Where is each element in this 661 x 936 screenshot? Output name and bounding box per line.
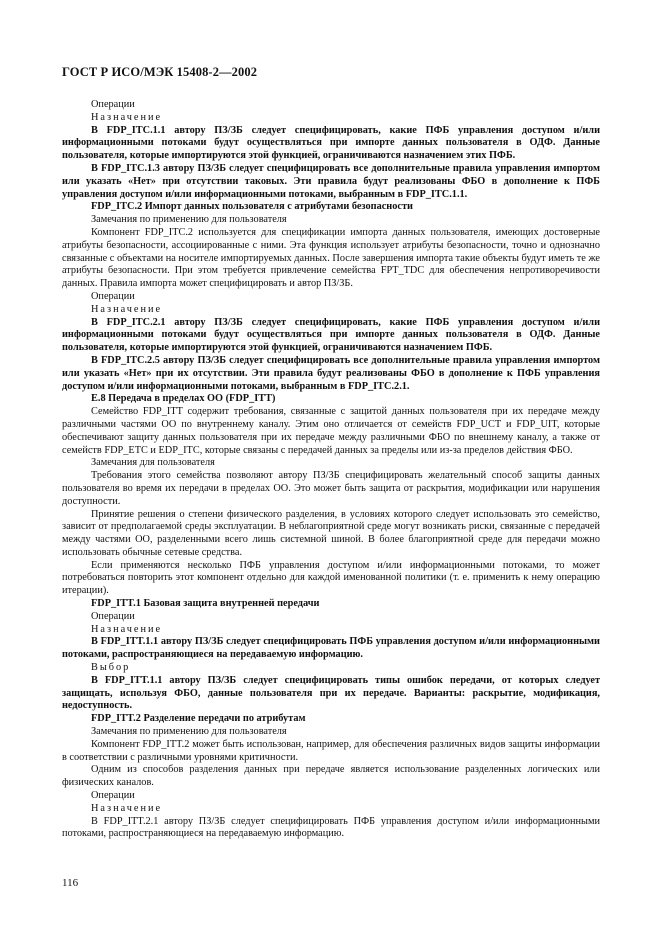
paragraph: Семейство FDP_ITT содержит требования, связанные с защитой данных пользователя при их передаче между различными частями ОО по внутреннему каналу. Этим оно отличается от семейств FDP_UCT и FDP_UIT, которые обеспечивают защиту данных пользователя при их передаче между различными ФБО по внешнему каналу, а также от семейств FDP_ETC и EDP_ITC, которые связаны с передачей данных за пределы или из-за пределов действия ФБО. xyxy=(62,406,600,456)
page-number: 116 xyxy=(62,877,79,889)
paragraph: Принятие решения о степени физического разделения, в условиях которого следует использовать это семейство, зависит от предполагаемой среды эксплуатации. В неблагоприятной среде могут возникать риски, связанные с передачей между частями ОО, разделенными всего лишь системной шиной. В более благоприятной среде для передачи можно использовать обычные сетевые средства. xyxy=(62,508,600,558)
paragraph: Если применяются несколько ПФБ управления доступом и/или информационными потоками, то может потребоваться повторить этот компонент отдельно для каждой именованной политики (т. е. применить к нему операцию итерации). xyxy=(62,559,600,597)
paragraph: Одним из способов разделения данных при передаче является использование разделенных логических или физических каналов. xyxy=(62,764,600,789)
paragraph: Выбор xyxy=(91,662,131,674)
paragraph: Замечания по применению для пользователя xyxy=(91,726,287,738)
paragraph: В FDP_ITT.1.1 автору ПЗ/ЗБ следует специфицировать типы ошибок передачи, от которых следует защищать, используя ФБО, данные пользователя при их передаче. Варианты: раскрытие, модификация, недоступность. xyxy=(62,674,600,712)
paragraph: Компонент FDP_ITC.2 используется для спецификации импорта данных пользователя, имеющих достоверные атрибуты безопасности, ассоциированные с ними. Эта функция использует атрибуты безопасности, точно и однозначно связанные с объектами на носителе импортируемых данных. После завершения импорта такие объекты будут иметь те же атрибуты безопасности. При этом требуется привлечение семейства FPT_TDC для обеспечения непротиворечивости данных. Правила импорта может специфицировать и автор ПЗ/ЗБ. xyxy=(62,226,600,290)
paragraph: В FDP_ITC.2.1 автору ПЗ/ЗБ следует специфицировать, какие ПФБ управления доступом и/или информационными потоками будут осуществляться при импорте данных пользователя в ОДФ. Данные пользователя, которые импортируются этой функцией, ограничиваются назначением ПФБ. xyxy=(62,316,600,354)
paragraph: Назначение xyxy=(91,111,163,123)
paragraph: Компонент FDP_ITT.2 может быть использован, например, для обеспечения различных видов защиты информации в соответствии с различными уровнями критичности. xyxy=(62,738,600,763)
section-heading: FDP_ITT.2 Разделение передачи по атрибутам xyxy=(91,713,306,725)
paragraph: Замечания по применению для пользователя xyxy=(91,214,287,226)
paragraph: В FDP_ITC.1.3 автору ПЗ/ЗБ следует специфицировать все дополнительные правила управления импортом или указать «Нет» при отсутствии таковых. Эти правила будут реализованы ФБО в дополнение к ПФБ управления доступом и/или информационными потоками, выбранным в FDP_ITC.1.1. xyxy=(62,162,600,200)
paragraph: Операции xyxy=(91,610,135,622)
paragraph: Замечания для пользователя xyxy=(91,457,215,469)
paragraph: Операции xyxy=(91,290,135,302)
page-header: ГОСТ Р ИСО/МЭК 15408-2—2002 xyxy=(62,65,258,79)
paragraph: В FDP_ITC.1.1 автору ПЗ/ЗБ следует специфицировать, какие ПФБ управления доступом и/или информационными потоками будут осуществляться при импорте данных пользователя в ОДФ. Данные пользователя, которые импортируются этой функцией, ограничиваются назначением этих ПФБ. xyxy=(62,124,600,162)
paragraph: В FDP_ITT.2.1 автору ПЗ/ЗБ следует специфицировать ПФБ управления доступом и/или информационными потоками, распространяющиеся на передаваемую информацию. xyxy=(62,815,600,840)
paragraph: Назначение xyxy=(91,802,163,814)
section-heading: Е.8 Передача в пределах ОО (FDP_ITT) xyxy=(91,393,276,405)
paragraph: Назначение xyxy=(91,303,163,315)
document-body xyxy=(62,99,600,841)
paragraph: Операции xyxy=(91,790,135,802)
paragraph: Требования этого семейства позволяют автору ПЗ/ЗБ специфицировать желательный способ защиты данных пользователя во время их передачи в пределах ОО. Это может быть защита от раскрытия, модификации или нарушения доступности. xyxy=(62,470,600,507)
paragraph: В FDP_ITT.1.1 автору ПЗ/ЗБ следует специфицировать ПФБ управления доступом и/или информационными потоками, распространяющиеся на передаваемую информацию. xyxy=(62,636,600,661)
paragraph: Операции xyxy=(91,99,135,110)
paragraph: В FDP_ITC.2.5 автору ПЗ/ЗБ следует специфицировать все дополнительные правила управления импортом или указать «Нет» при их отсутствии. Эти правила будут реализованы ФБО в дополнение к ПФБ управления доступом и/или информационными потоками, выбранным в FDP_ITC.2.1. xyxy=(62,354,600,392)
section-heading: FDP_ITC.2 Импорт данных пользователя с атрибутами безопасности xyxy=(91,201,413,213)
paragraph: Назначение xyxy=(91,623,163,635)
section-heading: FDP_ITT.1 Базовая защита внутренней передачи xyxy=(91,598,320,610)
